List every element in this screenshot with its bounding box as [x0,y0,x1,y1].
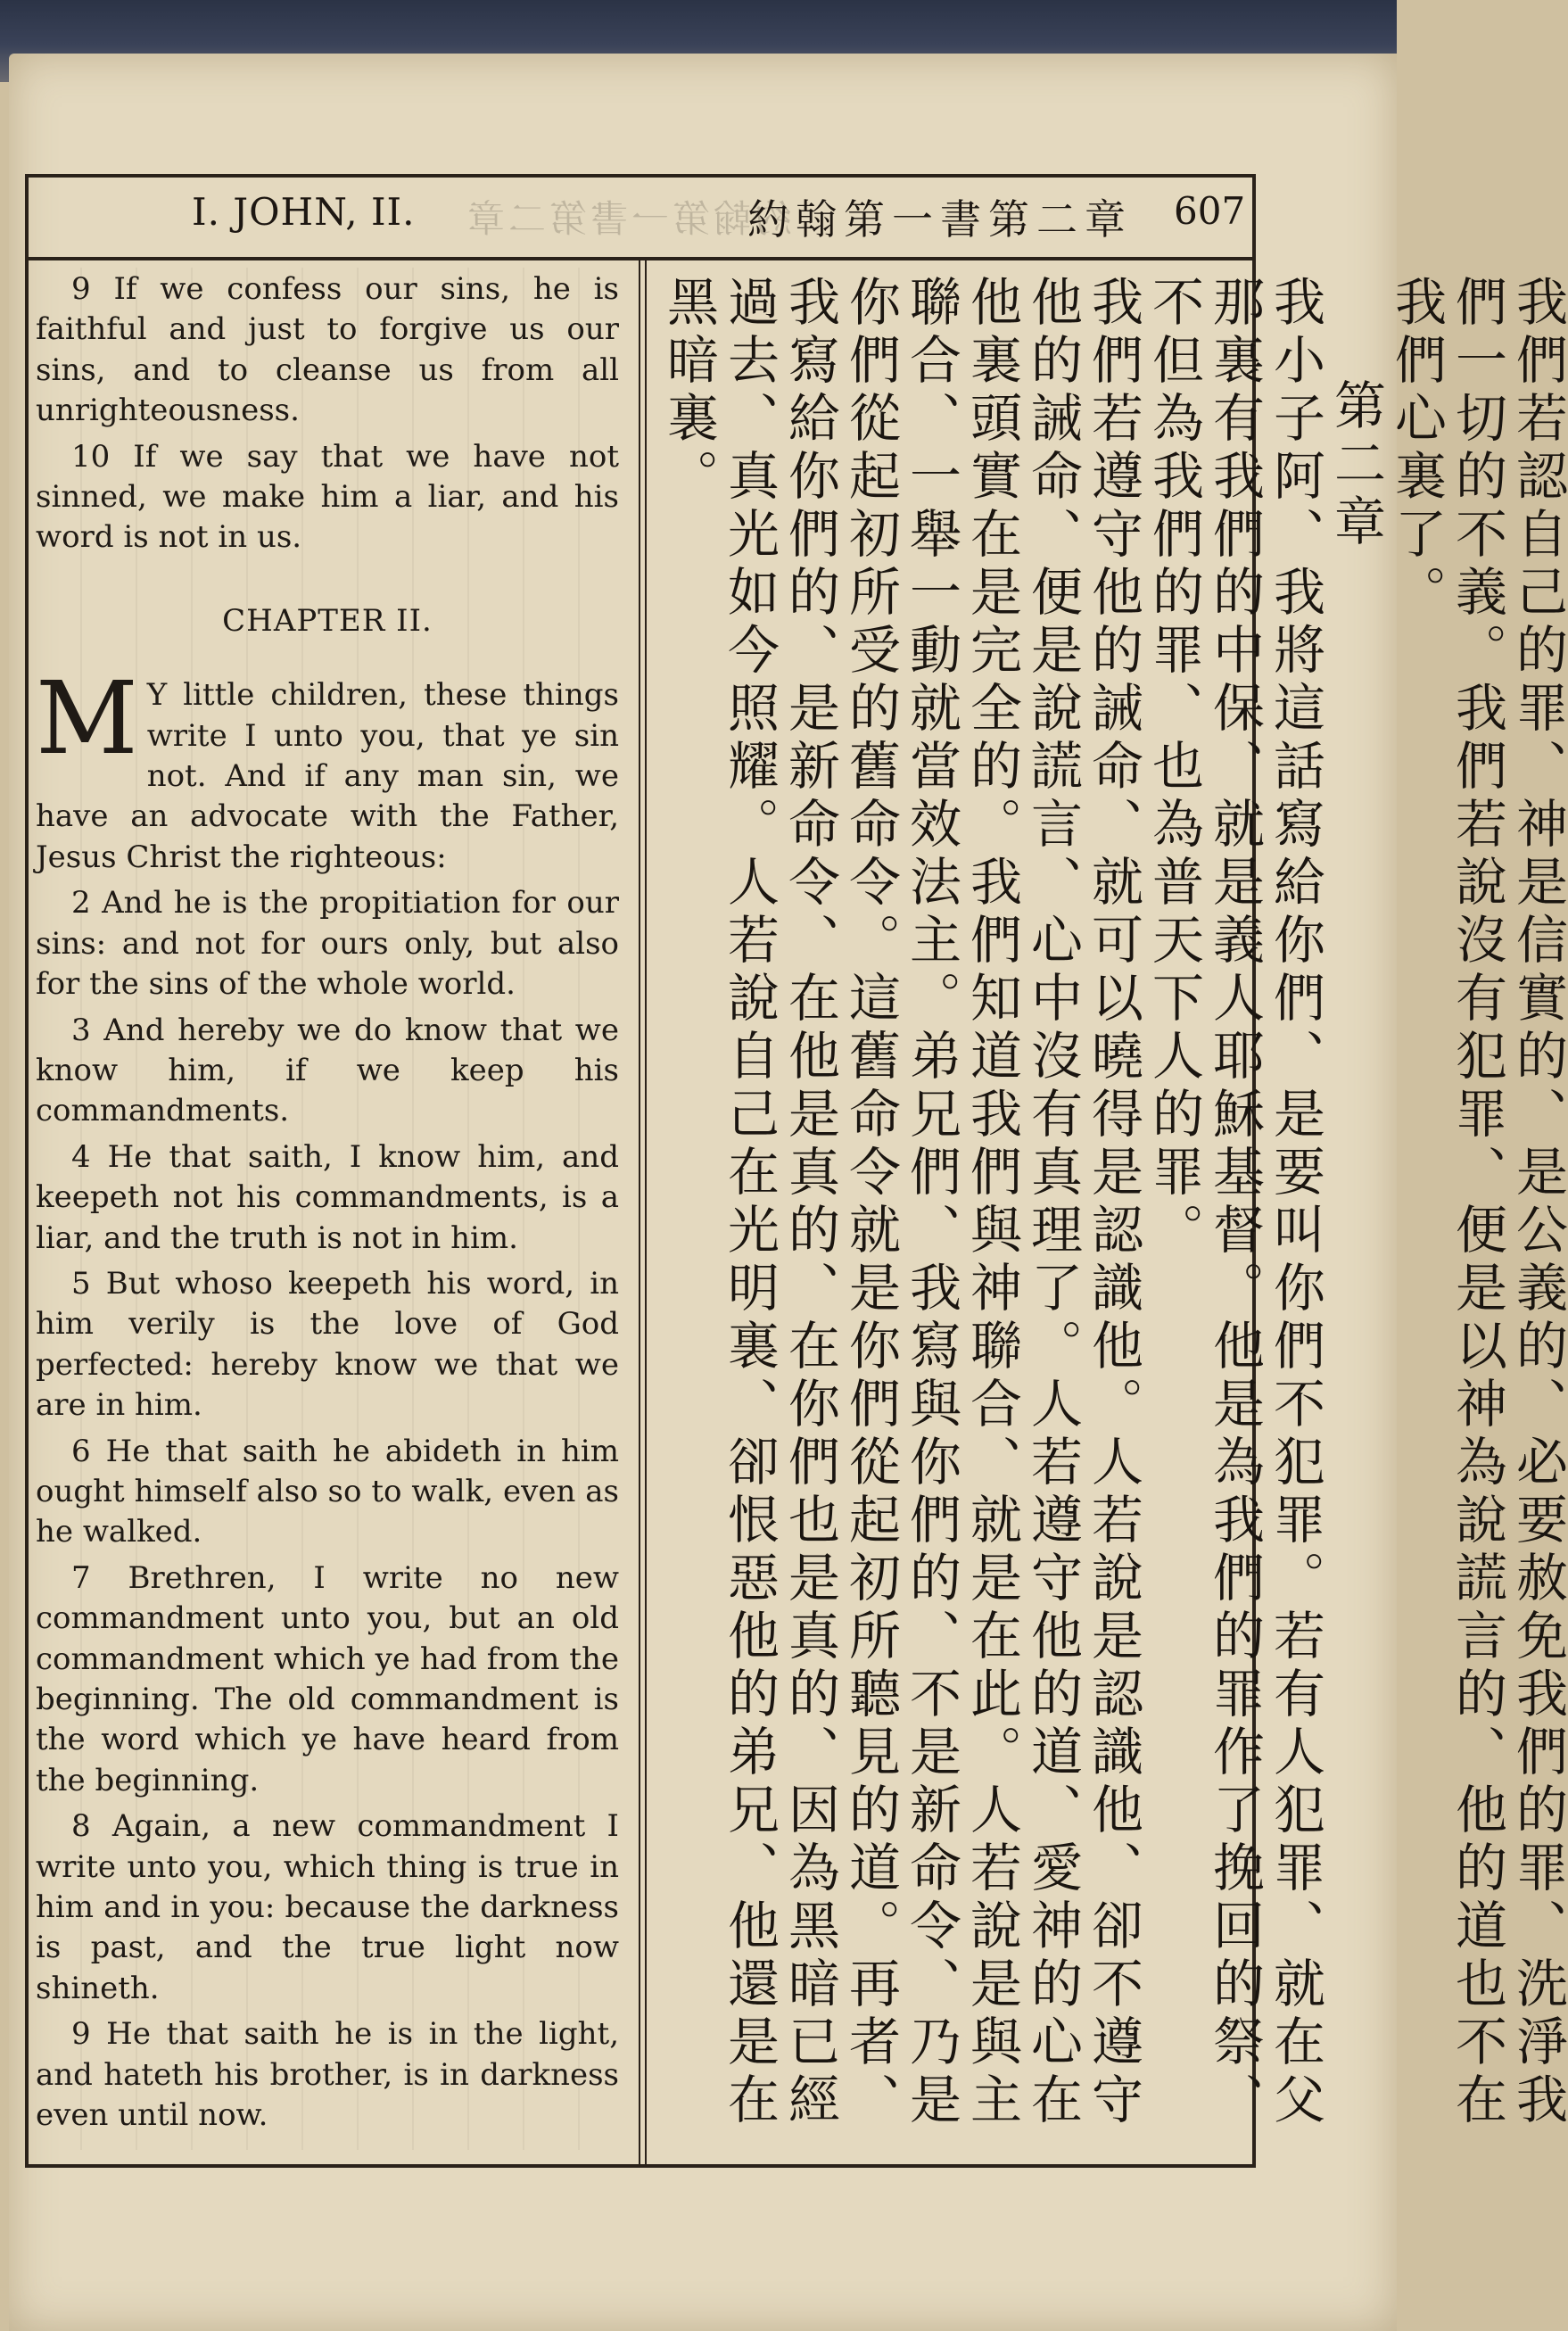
chinese-chapter-heading: 第二章 [1325,378,1386,552]
column-divider-right [645,260,647,2164]
verse-1-10: 10 If we say that we have not sinned, we make him a liar, and his word is not in us. [36,438,619,556]
chinese-verses-2-1-2: 我小子阿、我將這話寫給你們、是要叫你們不犯罪。若有人犯罪、就在父那裏有我們的中保、就是義人耶穌基督。他是為我們的罪作了挽回的祭、不但為我們的罪、也為普天下人的罪。 [1143,275,1325,2130]
verse-2-3: 3 And hereby we do know that we know him, if we keep his commandments. [36,1012,619,1129]
column-divider-left [639,260,640,2164]
drop-cap: M [36,661,138,778]
verse-2-5: 5 But whoso keepeth his word, in him verily is the love of God perfected: hereby know we that we are in him. [36,1265,619,1424]
english-column [36,269,619,2141]
chinese-verses-1-9-10: 我們若認自己的罪、神是信實的、是公義的、必要赦免我們的罪、洗淨我們一切的不義。我們若說沒有犯罪、便是以神為說謊言的、他的道也不在我們心裏了。 [1386,275,1568,2130]
verse-2-1-text: Y little children, these things write I unto you, that ye sin not. And if any man sin, we have an advocate with the Father, Jesus Christ the righteous: [36,677,619,875]
running-title-english: I. JOHN, II. [192,190,416,234]
verse-2-8: 8 Again, a new commandment I write unto you, which thing is true in him and in you: because the darkness is past, and the true light now shineth. [36,1808,619,2006]
chinese-column [658,275,1568,2148]
verse-2-6: 6 He that saith he abideth in him ought himself also so to walk, even as he walked. [36,1433,619,1550]
verse-2-9: 9 He that saith he is in the light, and hateth his brother, is in darkness even until now. [36,2016,619,2134]
page-number: 607 [1174,189,1246,233]
show-through-header: 約翰第一書第二章 [464,197,793,241]
verse-2-7: 7 Brethren, I write no new commandment unto you, but an old commandment which ye had from the beginning. The old commandment is the word which ye have heard from the beginning. [36,1559,619,1798]
running-title-chinese: 約翰第一書第二章 [747,195,1133,244]
verse-2-2: 2 And he is the propitiation for our sins: and not for ours only, but also for the sins of the whole world. [36,885,619,1003]
chinese-verses-2-3-9: 我們若遵守他的誡命、就可以曉得是認識他。人若說是認識他、卻不遵守他的誡命、便是說謊言、心中沒有真理了。人若遵守他的道、愛神的心在他裏頭實在是完全的。我們知道我們與神聯合、就是在此。人若說是與主聯合、一舉一動就當效法主。弟兄們、我寫與你們的、不是新命令、乃是你們從起初所受的舊命令。這舊命令就是你們從起初所聽見的道。再者、我寫給你們的、是新命令、在他是真的、在你們也是真的、因為黑暗已經過去、真光如今照耀。人若說自己在光明裏、卻恨惡他的弟兄、他還是在黑暗裏。 [658,275,1143,2130]
verse-2-1 [36,661,619,878]
verse-1-9: 9 If we confess our sins, he is faithful and just to forgive us our sins, and to cleanse us from all unrighteousness. [36,271,619,429]
verse-2-4: 4 He that saith, I know him, and keepeth not his commandments, is a liar, and the truth is not in him. [36,1138,619,1256]
chapter-heading: CHAPTER II. [222,602,433,639]
